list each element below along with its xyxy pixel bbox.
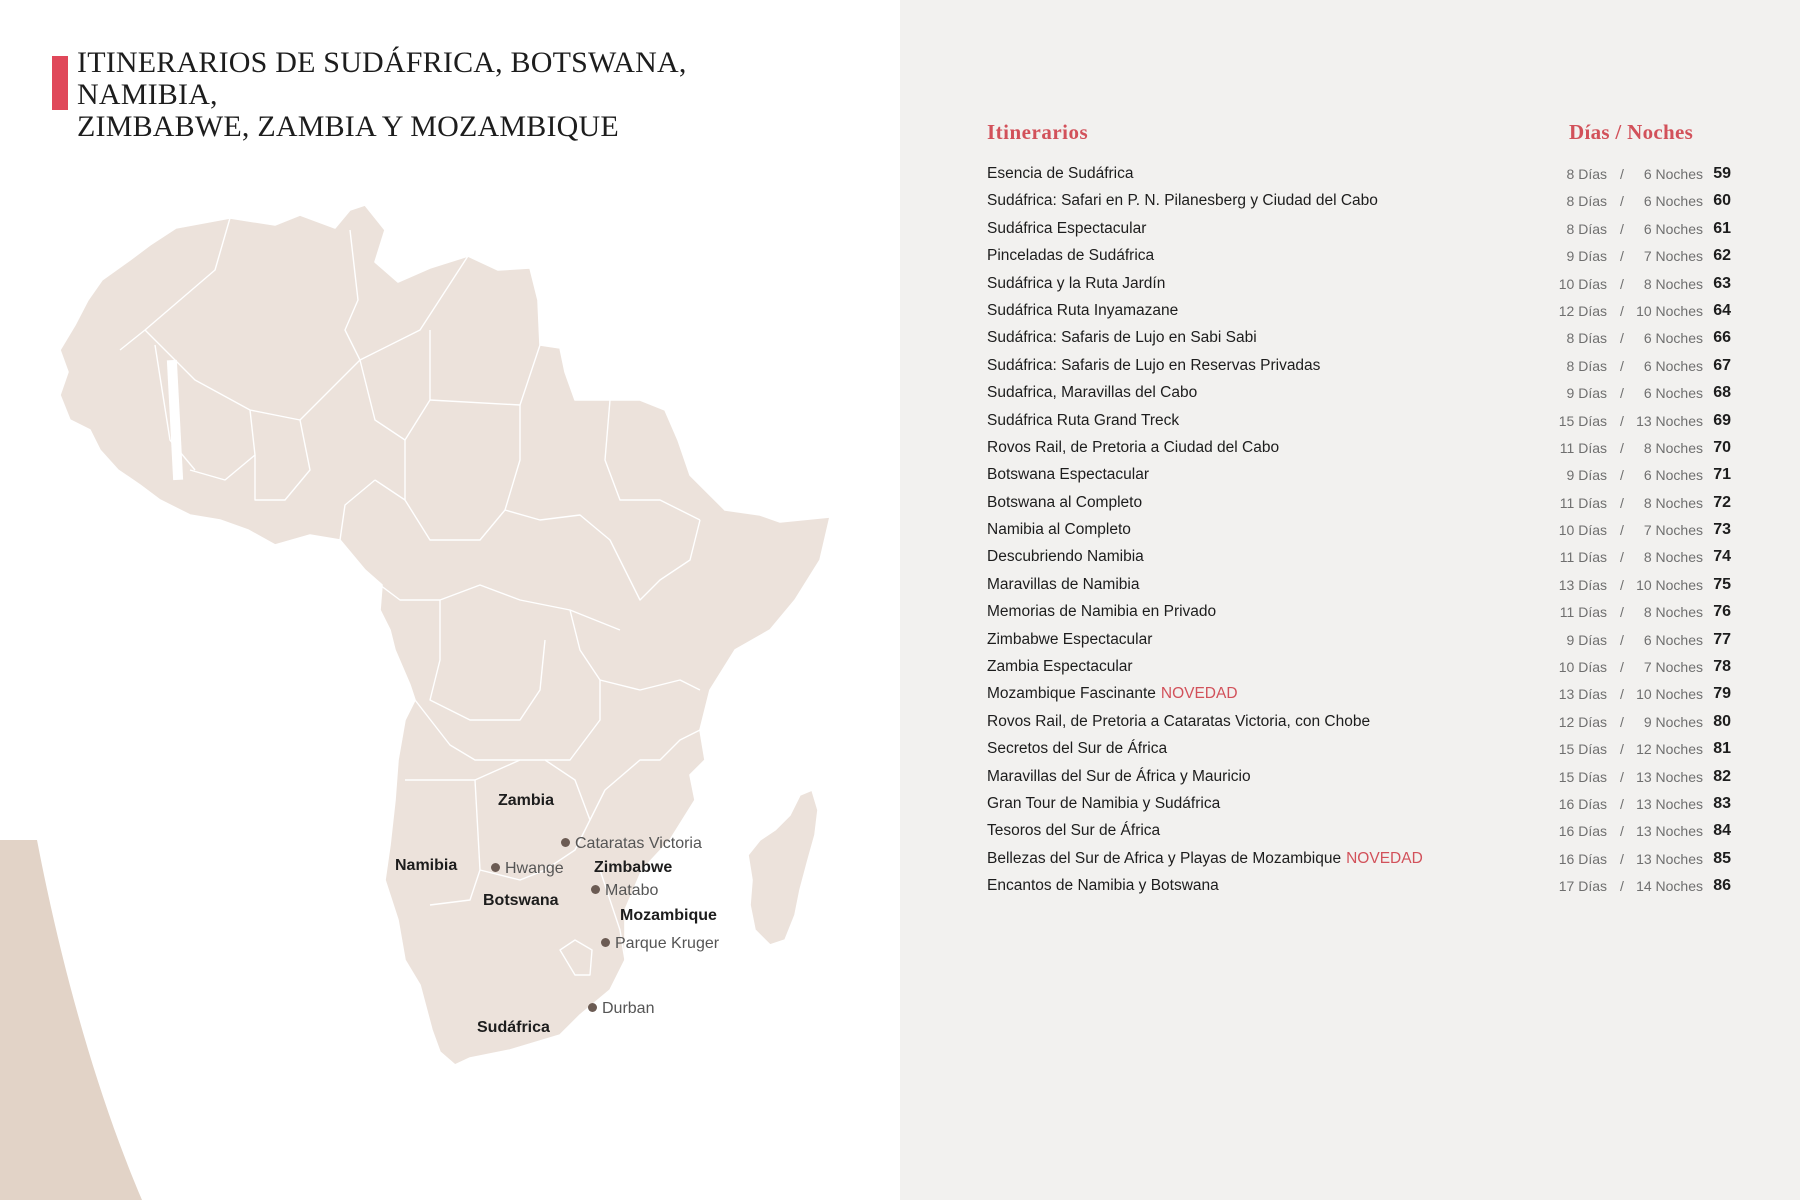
city-durban: Durban <box>588 1000 654 1018</box>
city-parque-kruger: Parque Kruger <box>601 935 719 953</box>
itinerary-name: Sudáfrica: Safaris de Lujo en Reservas Privadas <box>987 356 1321 374</box>
itinerary-list <box>987 162 1731 902</box>
itinerary-page-number: 80 <box>1713 712 1731 730</box>
itinerary-page-number: 72 <box>1713 493 1731 511</box>
itinerary-days: 8 Días <box>1566 166 1607 182</box>
itinerary-name: Bellezas del Sur de Africa y Playas de Mozambique NOVEDAD <box>987 849 1423 867</box>
column-header-dias-noches: Días / Noches <box>1569 120 1694 144</box>
itinerary-nights: 6 Noches <box>1643 357 1703 374</box>
itinerary-name: Esencia de Sudáfrica <box>987 165 1134 182</box>
map-pin-icon <box>588 1003 597 1012</box>
days-nights-separator: / <box>1620 823 1624 840</box>
itinerary-days: 11 Días <box>1559 494 1607 511</box>
itinerary-page-number: 67 <box>1713 356 1731 374</box>
itinerary-days: 9 Días <box>1566 385 1607 402</box>
itinerary-page-number: 59 <box>1713 165 1731 182</box>
itinerary-row <box>987 162 1731 189</box>
itinerary-row <box>987 600 1731 627</box>
itinerary-page-number: 68 <box>1713 384 1731 402</box>
days-nights-separator: / <box>1620 330 1624 347</box>
days-nights-separator: / <box>1620 166 1624 182</box>
itinerary-nights: 8 Noches <box>1643 604 1703 621</box>
country-label-botswana: Botswana <box>483 892 559 909</box>
itinerary-nights: 13 Noches <box>1636 823 1703 840</box>
page-title-line-1: ITINERARIOS DE SUDÁFRICA, BOTSWANA, NAMIBIA, <box>77 46 687 111</box>
itinerary-nights: 6 Noches <box>1643 385 1703 402</box>
itinerary-page-number: 63 <box>1713 274 1731 292</box>
days-nights-separator: / <box>1620 795 1624 812</box>
map-pin-icon <box>591 885 600 894</box>
itinerary-name: Mozambique Fascinante NOVEDAD <box>987 685 1238 703</box>
itinerary-row <box>987 381 1731 408</box>
madagascar-shape <box>748 790 818 945</box>
page-title-line-2: ZIMBABWE, ZAMBIA Y MOZAMBIQUE <box>77 110 619 143</box>
itinerary-name: Secretos del Sur de África <box>987 740 1168 758</box>
itinerary-row <box>987 765 1731 792</box>
itinerary-nights: 6 Noches <box>1643 330 1703 347</box>
novedad-badge: NOVEDAD <box>1160 685 1238 703</box>
itinerary-days: 8 Días <box>1566 330 1607 347</box>
page-title <box>77 47 797 143</box>
novedad-badge: NOVEDAD <box>1346 849 1423 867</box>
itinerary-days: 8 Días <box>1566 357 1607 374</box>
itinerary-page-number: 77 <box>1713 630 1731 648</box>
itinerary-name: Rovos Rail, de Pretoria a Ciudad del Cabo <box>987 438 1280 456</box>
itinerary-page-number: 84 <box>1713 822 1731 840</box>
itinerary-name: Sudáfrica: Safaris de Lujo en Sabi Sabi <box>987 329 1257 347</box>
itinerary-page-number: 76 <box>1713 603 1731 621</box>
itinerary-page-number: 61 <box>1713 219 1731 237</box>
itinerary-nights: 8 Noches <box>1643 549 1703 566</box>
itinerary-page-number: 75 <box>1713 575 1731 593</box>
itinerary-name: Maravillas de Namibia <box>987 575 1140 593</box>
itinerary-page-number: 62 <box>1713 247 1731 265</box>
column-header-itinerarios: Itinerarios <box>987 120 1089 144</box>
itinerary-row <box>987 874 1731 901</box>
itinerary-row <box>987 573 1731 600</box>
itinerary-row <box>987 518 1731 545</box>
city-cataratas-victoria: Cataratas Victoria <box>561 835 702 853</box>
itinerary-nights: 13 Noches <box>1636 768 1703 785</box>
itinerary-nights: 7 Noches <box>1643 248 1703 265</box>
days-nights-separator: / <box>1620 220 1624 237</box>
itinerary-row <box>987 655 1731 682</box>
itinerary-name: Namibia al Completo <box>987 521 1131 539</box>
itinerary-name: Maravillas del Sur de África y Mauricio <box>987 767 1251 785</box>
itinerary-nights: 10 Noches <box>1636 302 1703 319</box>
itinerary-name: Gran Tour de Namibia y Sudáfrica <box>987 794 1221 812</box>
map-pin-icon <box>491 863 500 872</box>
itinerary-name: Sudáfrica y la Ruta Jardín <box>987 274 1166 292</box>
itinerary-name: Memorias de Namibia en Privado <box>987 603 1217 621</box>
itinerary-days: 13 Días <box>1558 686 1607 703</box>
itinerary-row <box>987 436 1731 463</box>
days-nights-separator: / <box>1620 275 1624 292</box>
itinerary-name: Tesoros del Sur de África <box>987 822 1161 840</box>
itinerary-page-number: 81 <box>1713 740 1731 758</box>
itinerary-days: 10 Días <box>1558 275 1607 292</box>
country-label-namibia: Namibia <box>395 857 458 874</box>
itinerary-row <box>987 710 1731 737</box>
itinerary-row <box>987 409 1731 436</box>
itinerary-row <box>987 244 1731 271</box>
itinerary-days: 11 Días <box>1559 549 1607 566</box>
map-pin-icon <box>561 838 570 847</box>
itinerary-page-number: 69 <box>1713 411 1731 429</box>
days-nights-separator: / <box>1620 439 1624 456</box>
itinerary-page-number: 82 <box>1713 767 1731 785</box>
title-accent-bar <box>52 56 68 110</box>
itinerary-nights: 13 Noches <box>1636 412 1703 429</box>
days-nights-separator: / <box>1620 768 1624 785</box>
itinerary-days: 16 Días <box>1558 850 1607 867</box>
city-matabo: Matabo <box>591 882 658 900</box>
country-label-sudafrica: Sudáfrica <box>477 1019 550 1036</box>
itinerary-name: Pinceladas de Sudáfrica <box>987 247 1155 265</box>
itinerary-nights: 14 Noches <box>1636 878 1703 895</box>
itinerary-days: 15 Días <box>1558 768 1607 785</box>
map-pin-icon <box>601 938 610 947</box>
days-nights-separator: / <box>1620 193 1624 210</box>
itinerary-days: 13 Días <box>1558 576 1607 593</box>
itinerary-nights: 6 Noches <box>1643 467 1703 484</box>
country-label-zimbabwe: Zimbabwe <box>594 859 673 876</box>
itinerary-name: Sudafrica, Maravillas del Cabo <box>987 384 1198 402</box>
itinerary-days: 15 Días <box>1558 412 1607 429</box>
itinerary-name: Botswana al Completo <box>987 493 1143 511</box>
itinerary-row <box>987 463 1731 490</box>
days-nights-separator: / <box>1620 467 1624 484</box>
itinerary-nights: 8 Noches <box>1643 439 1703 456</box>
days-nights-separator: / <box>1620 576 1624 593</box>
days-nights-separator: / <box>1620 659 1624 676</box>
itinerary-nights: 8 Noches <box>1643 494 1703 511</box>
itinerary-days: 10 Días <box>1558 659 1607 676</box>
itinerary-page-number: 71 <box>1713 466 1731 484</box>
itinerary-days: 17 Días <box>1558 878 1607 895</box>
itinerary-name: Descubriendo Namibia <box>987 548 1144 566</box>
itinerary-page-number: 74 <box>1713 548 1731 566</box>
days-nights-separator: / <box>1620 549 1624 566</box>
days-nights-separator: / <box>1620 850 1624 867</box>
itinerary-days: 11 Días <box>1559 604 1607 621</box>
itinerary-nights: 6 Noches <box>1643 631 1703 648</box>
itinerary-row <box>987 217 1731 244</box>
days-nights-separator: / <box>1620 878 1624 895</box>
days-nights-separator: / <box>1620 494 1624 511</box>
itinerary-page-number: 83 <box>1713 794 1731 812</box>
itinerary-nights: 10 Noches <box>1636 686 1703 703</box>
itinerary-page-number: 66 <box>1713 329 1731 347</box>
days-nights-separator: / <box>1620 248 1624 265</box>
days-nights-separator: / <box>1620 522 1624 539</box>
itinerary-page-number: 64 <box>1713 301 1731 319</box>
itinerary-row <box>987 682 1731 709</box>
itinerary-days: 16 Días <box>1558 795 1607 812</box>
itinerary-name: Zimbabwe Espectacular <box>987 630 1153 648</box>
itinerary-name: Rovos Rail, de Pretoria a Cataratas Victoria, con Chobe <box>987 712 1371 730</box>
itinerary-days: 9 Días <box>1566 467 1607 484</box>
itinerary-row <box>987 737 1731 764</box>
itinerary-nights: 10 Noches <box>1636 576 1703 593</box>
itinerary-days: 16 Días <box>1558 823 1607 840</box>
itinerary-row <box>987 792 1731 819</box>
itinerary-nights: 8 Noches <box>1643 275 1703 292</box>
itinerary-nights: 6 Noches <box>1643 193 1703 210</box>
days-nights-separator: / <box>1620 302 1624 319</box>
itinerary-nights: 9 Noches <box>1643 713 1703 730</box>
itinerary-page-number: 78 <box>1713 658 1731 676</box>
itinerary-row <box>987 354 1731 381</box>
itinerary-name: Sudáfrica Ruta Inyamazane <box>987 301 1179 319</box>
itinerary-page-number: 70 <box>1713 438 1731 456</box>
city-hwange: Hwange <box>491 860 564 878</box>
itinerary-days: 12 Días <box>1558 713 1607 730</box>
itinerary-days: 11 Días <box>1559 439 1607 456</box>
itinerary-page-number: 73 <box>1713 521 1731 539</box>
days-nights-separator: / <box>1620 686 1624 703</box>
itinerary-days: 9 Días <box>1566 248 1607 265</box>
itinerary-row <box>987 299 1731 326</box>
country-label-mozambique: Mozambique <box>620 907 717 924</box>
days-nights-separator: / <box>1620 604 1624 621</box>
itinerary-days: 8 Días <box>1566 220 1607 237</box>
days-nights-separator: / <box>1620 357 1624 374</box>
itinerary-name: Sudáfrica Ruta Grand Treck <box>987 411 1180 429</box>
itinerary-page-number: 79 <box>1713 685 1731 703</box>
itinerary-row <box>987 491 1731 518</box>
itinerary-row <box>987 272 1731 299</box>
itinerary-name: Sudáfrica: Safari en P. N. Pilanesberg y Ciudad del Cabo <box>987 192 1378 210</box>
itinerary-page-number: 86 <box>1713 877 1731 895</box>
itinerary-name: Zambia Espectacular <box>987 658 1133 676</box>
itinerary-row <box>987 189 1731 216</box>
itinerary-page-number: 85 <box>1713 849 1731 867</box>
itinerary-name: Encantos de Namibia y Botswana <box>987 877 1219 895</box>
itinerary-days: 8 Días <box>1566 193 1607 210</box>
itinerary-row <box>987 326 1731 353</box>
itinerary-row <box>987 819 1731 846</box>
itinerary-nights: 7 Noches <box>1643 522 1703 539</box>
itinerary-days: 9 Días <box>1566 631 1607 648</box>
itinerary-days: 15 Días <box>1558 741 1607 758</box>
days-nights-separator: / <box>1620 713 1624 730</box>
itinerary-nights: 13 Noches <box>1636 850 1703 867</box>
itinerary-nights: 6 Noches <box>1643 166 1703 182</box>
itinerary-nights: 13 Noches <box>1636 795 1703 812</box>
itinerary-row <box>987 847 1731 874</box>
country-label-zambia: Zambia <box>498 792 555 809</box>
itinerary-days: 10 Días <box>1558 522 1607 539</box>
itinerary-row <box>987 545 1731 572</box>
itinerary-page-number: 60 <box>1713 192 1731 210</box>
days-nights-separator: / <box>1620 385 1624 402</box>
days-nights-separator: / <box>1620 741 1624 758</box>
itinerary-nights: 7 Noches <box>1643 659 1703 676</box>
days-nights-separator: / <box>1620 412 1624 429</box>
itinerary-name: Sudáfrica Espectacular <box>987 219 1147 237</box>
itinerary-name: Botswana Espectacular <box>987 466 1149 484</box>
itinerary-row <box>987 628 1731 655</box>
itinerary-days: 12 Días <box>1558 302 1607 319</box>
itinerary-nights: 12 Noches <box>1636 741 1703 758</box>
days-nights-separator: / <box>1620 631 1624 648</box>
itinerary-nights: 6 Noches <box>1643 220 1703 237</box>
